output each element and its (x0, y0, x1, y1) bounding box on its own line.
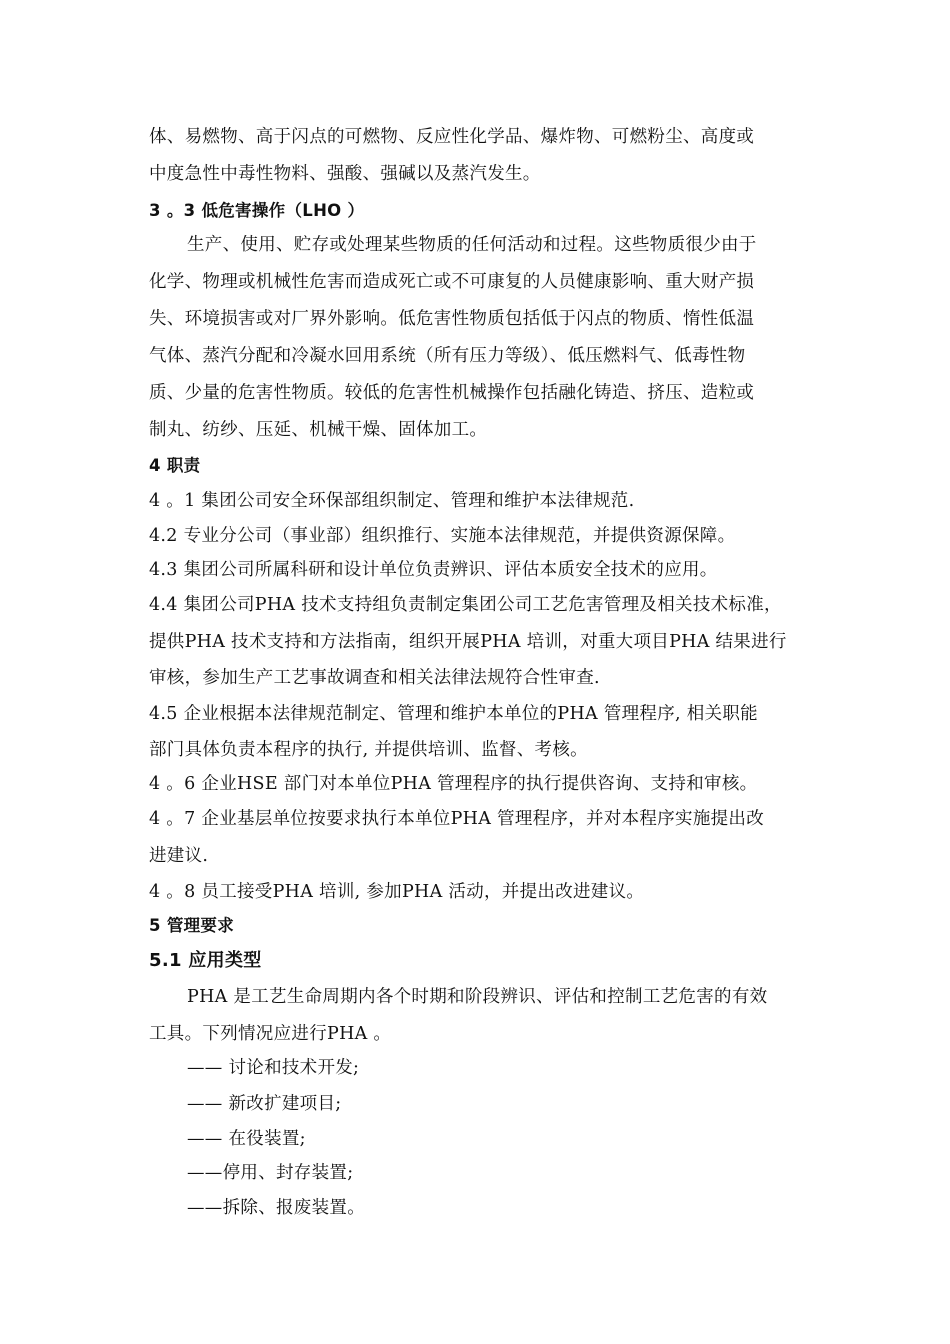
section-heading-5: 5 管理要求 (149, 916, 235, 935)
list-item: —— 新改扩建项目; (187, 1094, 342, 1114)
list-item: —— 在役装置; (187, 1129, 306, 1149)
text-line: 气体、蒸汽分配和冷凝水回用系统（所有压力等级）、低压燃料气、低毒性物 (149, 346, 746, 366)
section-heading-3-3: 3 。3 低危害操作（LHO ） (149, 201, 365, 220)
text-line: 制丸、纺纱、压延、机械干燥、固体加工。 (149, 420, 488, 440)
text-line: 体、易燃物、高于闪点的可燃物、反应性化学品、爆炸物、可燃粉尘、高度或 (149, 127, 755, 147)
text-line: 4.3 集团公司所属科研和设计单位负责辨识、评估本质安全技术的应用。 (149, 560, 718, 580)
text-line: 部门具体负责本程序的执行, 并提供培训、监督、考核。 (149, 740, 588, 760)
text-line: 4.5 企业根据本法律规范制定、管理和维护本单位的PHA 管理程序, 相关职能 (149, 704, 758, 724)
text-line: 审核，参加生产工艺事故调查和相关法律法规符合性审查. (149, 668, 600, 688)
text-line: 4 。6 企业HSE 部门对本单位PHA 管理程序的执行提供咨询、支持和审核。 (149, 774, 758, 794)
text-line: 质、少量的危害性物质。较低的危害性机械操作包括融化铸造、挤压、造粒或 (149, 383, 755, 403)
text-line: 中度急性中毒性物料、强酸、强碱以及蒸汽发生。 (149, 164, 541, 184)
text-line: 工具。下列情况应进行PHA 。 (149, 1024, 392, 1044)
text-line: 4.2 专业分公司（事业部）组织推行、实施本法律规范，并提供资源保障。 (149, 526, 736, 546)
text-line: 4 。7 企业基层单位按要求执行本单位PHA 管理程序，并对本程序实施提出改 (149, 809, 765, 829)
list-item: —— 讨论和技术开发; (187, 1058, 360, 1078)
list-item: ——停用、封存装置; (187, 1163, 354, 1183)
text-line: 生产、使用、贮存或处理某些物质的任何活动和过程。这些物质很少由于 (187, 235, 757, 255)
section-heading-4: 4 职责 (149, 456, 201, 475)
text-line: 进建议. (149, 846, 209, 866)
text-line: 4 。1 集团公司安全环保部组织制定、管理和维护本法律规范. (149, 491, 635, 511)
text-line: 4 。8 员工接受PHA 培训, 参加PHA 活动，并提出改进建议。 (149, 882, 645, 902)
text-line: PHA 是工艺生命周期内各个时期和阶段辨识、评估和控制工艺危害的有效 (187, 987, 768, 1007)
section-heading-5-1: 5.1 应用类型 (149, 950, 262, 971)
list-item: ——拆除、报废装置。 (187, 1198, 365, 1218)
text-line: 失、环境损害或对厂界外影响。低危害性物质包括低于闪点的物质、惰性低温 (149, 309, 755, 329)
text-line: 化学、物理或机械性危害而造成死亡或不可康复的人员健康影响、重大财产损 (149, 272, 755, 292)
text-line: 提供PHA 技术支持和方法指南，组织开展PHA 培训，对重大项目PHA 结果进行 (149, 632, 787, 652)
text-line: 4.4 集团公司PHA 技术支持组负责制定集团公司工艺危害管理及相关技术标准， (149, 595, 782, 615)
